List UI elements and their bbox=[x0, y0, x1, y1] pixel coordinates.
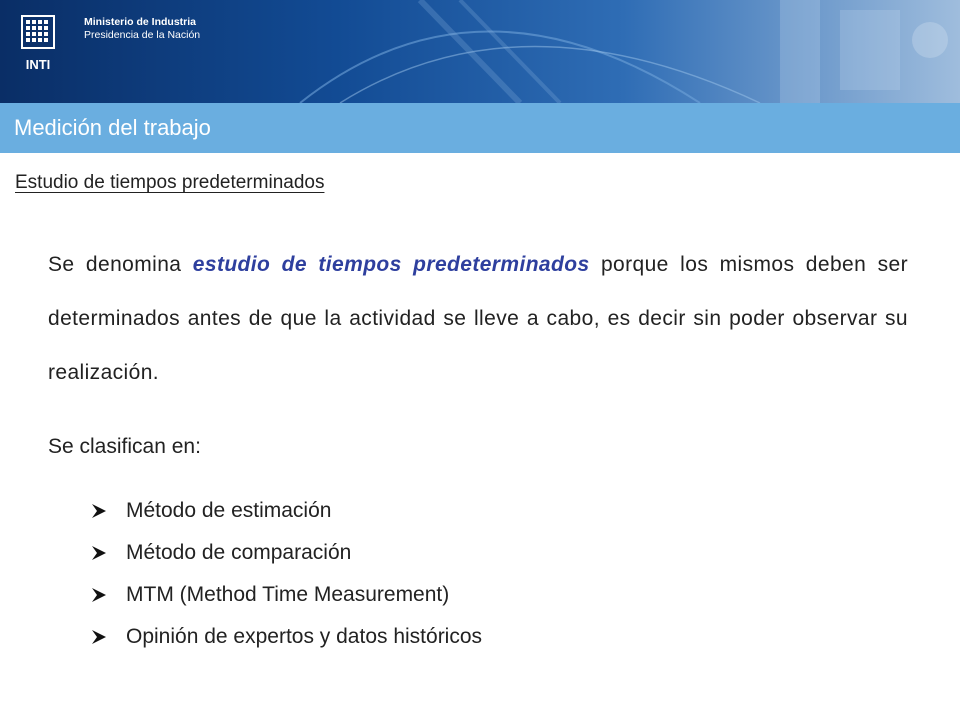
paragraph-before: Se denomina bbox=[48, 253, 193, 276]
paragraph-emphasis: estudio de tiempos predeterminados bbox=[192, 253, 590, 276]
ministry-line1: Ministerio de Industria bbox=[84, 16, 197, 28]
header-banner bbox=[0, 0, 960, 103]
arrow-bullet-icon bbox=[90, 586, 108, 604]
list-item-label: Método de estimación bbox=[126, 499, 332, 522]
ministry-label bbox=[84, 16, 200, 42]
arrow-bullet-icon bbox=[90, 628, 108, 646]
section-title-bar bbox=[0, 103, 960, 153]
inti-grid-logo-icon bbox=[14, 14, 62, 78]
arrow-bullet-icon bbox=[90, 502, 108, 520]
classify-label: Se clasifican en: bbox=[48, 435, 201, 458]
arrow-bullet-icon bbox=[90, 544, 108, 562]
list-item-label: Opinión de expertos y datos históricos bbox=[126, 625, 483, 648]
list-item-label: Método de comparación bbox=[126, 541, 352, 564]
list-item bbox=[90, 616, 482, 658]
section-title: Medición del trabajo bbox=[14, 115, 211, 140]
ministry-line2: Presidencia de la Nación bbox=[84, 29, 201, 41]
list-item bbox=[90, 532, 482, 574]
logo-text: INTI bbox=[25, 57, 51, 72]
paragraph-after: porque los mismos deben ser determinados antes de que la actividad se lleve a cabo, es decir sin poder observar su realización. bbox=[48, 253, 908, 384]
subtitle: Estudio de tiempos predeterminados bbox=[15, 172, 325, 193]
list-item bbox=[90, 574, 482, 616]
list-item-label: MTM (Method Time Measurement) bbox=[126, 583, 450, 606]
definition-paragraph bbox=[48, 238, 908, 400]
inti-logo bbox=[14, 14, 62, 78]
classification-list bbox=[90, 490, 482, 658]
list-item bbox=[90, 490, 482, 532]
